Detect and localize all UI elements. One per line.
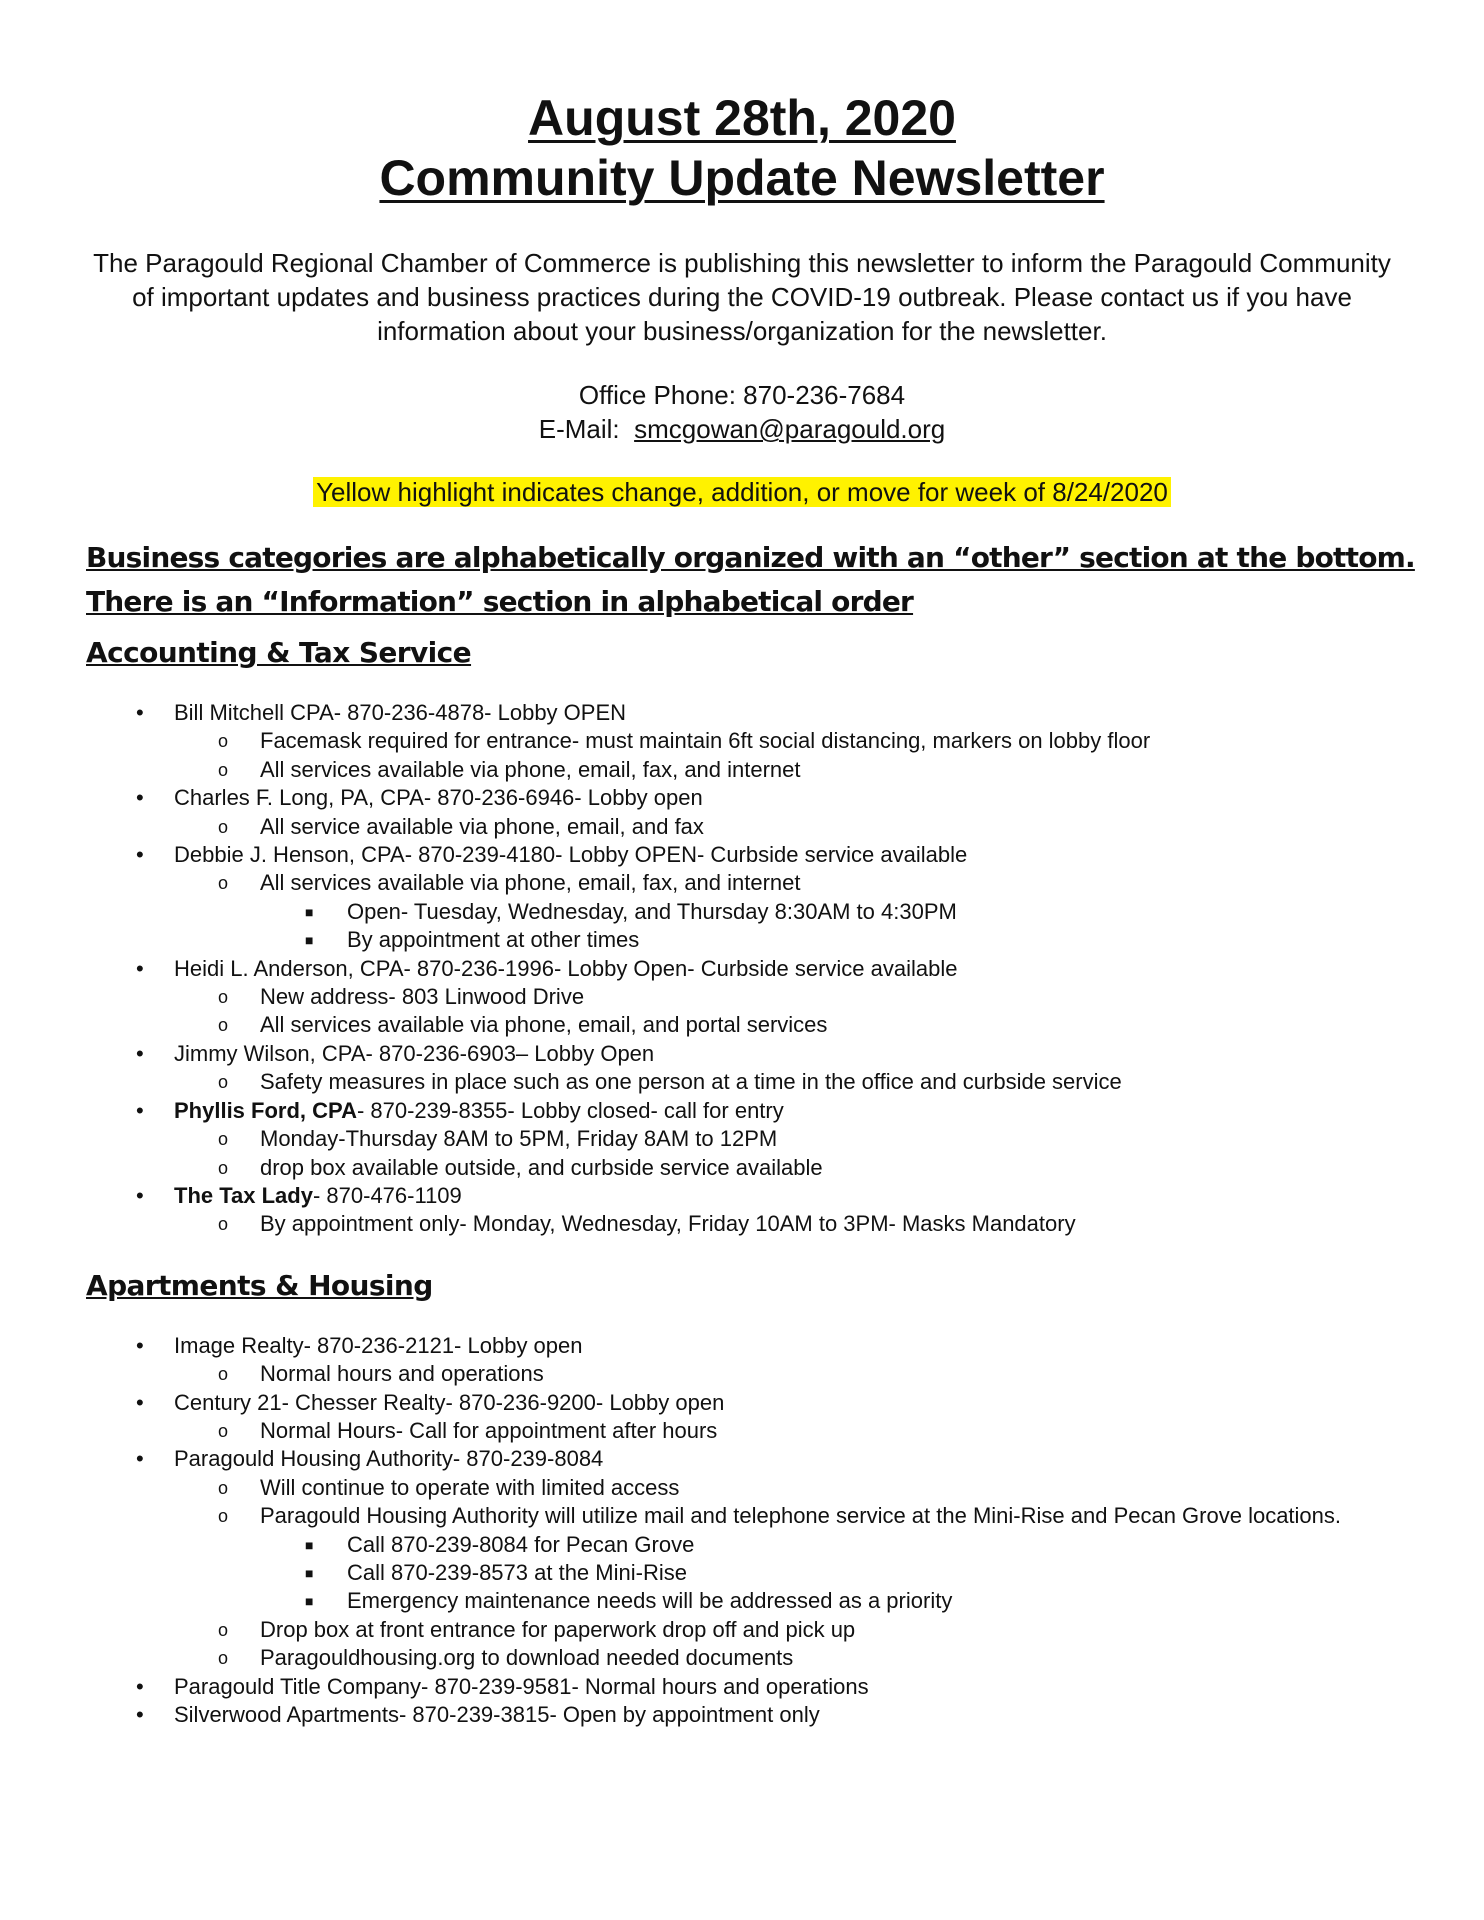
sub-list <box>174 1210 1484 1238</box>
list-item <box>0 1182 1484 1239</box>
circle-bullet-icon: o <box>218 1015 229 1036</box>
circle-bullet-icon: o <box>218 1506 229 1527</box>
list-item <box>0 1097 1484 1182</box>
list-item-text: Silverwood Apartments- 870-239-3815- Open by appointment only <box>174 1702 820 1727</box>
sub-list-item-text: New address- 803 Linwood Drive <box>260 984 585 1010</box>
sub-list-item <box>0 1616 1484 1644</box>
sub-list <box>174 869 1484 954</box>
bullet-icon: • <box>136 1182 144 1208</box>
bullet-icon: • <box>136 1446 144 1472</box>
list-item <box>0 1389 1484 1446</box>
business-name: The Tax Lady <box>174 1182 313 1208</box>
sub-list-item-text: All services available via phone, email, and portal services <box>260 1012 828 1038</box>
sub-sub-list-item-text: Call 870-239-8084 for Pecan Grove <box>347 1531 695 1557</box>
sub-list <box>174 1125 1484 1182</box>
sub-list-item <box>0 813 1484 841</box>
list-item-text: Bill Mitchell CPA- 870-236-4878- Lobby OPEN <box>174 700 627 725</box>
sub-list <box>174 1417 1484 1445</box>
sub-list-item-text: drop box available outside, and curbside service available <box>260 1154 823 1180</box>
sub-list-item-text: Safety measures in place such as one person at a time in the office and curbside service <box>260 1069 1122 1095</box>
sub-list-item-text: Normal hours and operations <box>260 1361 544 1387</box>
page-title <box>0 0 1484 208</box>
sub-list-item-text: Monday-Thursday 8AM to 5PM, Friday 8AM to 12PM <box>260 1126 778 1152</box>
sub-list-item-text: By appointment only- Monday, Wednesday, Friday 10AM to 3PM- Masks Mandatory <box>260 1211 1076 1237</box>
sub-list-item <box>0 1125 1484 1153</box>
square-bullet-icon: ■ <box>305 1564 314 1581</box>
list-item <box>0 955 1484 1040</box>
sub-list-item-text: Paragould Housing Authority will utilize mail and telephone service at the Mini-Rise and Pecan Grove locations. <box>260 1503 1342 1529</box>
sub-sub-list-item-text: Call 870-239-8573 at the Mini-Rise <box>347 1559 687 1585</box>
sub-sub-list <box>260 898 1484 955</box>
list-item <box>0 1040 1484 1097</box>
sub-sub-list-item <box>0 898 1484 926</box>
list-item-text: Paragould Title Company- 870-239-9581- Normal hours and operations <box>174 1673 869 1699</box>
circle-bullet-icon: o <box>218 1129 229 1150</box>
square-bullet-icon: ■ <box>305 903 314 920</box>
circle-bullet-icon: o <box>218 731 229 752</box>
sub-list-item <box>0 1210 1484 1238</box>
sub-list-item <box>0 1011 1484 1039</box>
sub-list <box>174 813 1484 841</box>
section-list <box>0 699 1484 1239</box>
business-name: Phyllis Ford, CPA <box>174 1097 357 1123</box>
circle-bullet-icon: o <box>218 1072 229 1093</box>
sub-sub-list-item-text: By appointment at other times <box>347 927 640 953</box>
sub-sub-list-item <box>0 1531 1484 1559</box>
newsletter-title: Community Update Newsletter <box>379 150 1105 206</box>
square-bullet-icon: ■ <box>305 1593 314 1610</box>
sub-list-item-text: All services available via phone, email, fax, and internet <box>260 870 801 896</box>
sub-list <box>174 727 1484 784</box>
sub-list <box>174 1360 1484 1388</box>
list-item <box>0 1701 1484 1729</box>
sub-list-item-text: Paragouldhousing.org to download needed documents <box>260 1645 794 1671</box>
list-item-text: Paragould Housing Authority- 870-239-8084 <box>174 1446 604 1472</box>
list-item-text: Image Realty- 870-236-2121- Lobby open <box>174 1332 583 1358</box>
circle-bullet-icon: o <box>218 1157 229 1178</box>
sub-list-item <box>0 1154 1484 1182</box>
circle-bullet-icon: o <box>218 759 229 780</box>
list-item-text: Jimmy Wilson, CPA- 870-236-6903– Lobby Open <box>174 1040 655 1066</box>
sub-list-item <box>0 869 1484 954</box>
square-bullet-icon: ■ <box>305 1536 314 1553</box>
sub-list-item-text: Drop box at front entrance for paperwork drop off and pick up <box>260 1616 856 1642</box>
bullet-icon: • <box>136 700 144 725</box>
bullet-icon: • <box>136 1097 144 1123</box>
list-item-text: Century 21- Chesser Realty- 870-236-9200- Lobby open <box>174 1389 725 1415</box>
business-details: - 870-476-1109 <box>312 1182 462 1208</box>
note-line: There is an “Information” section in alphabetical order <box>86 585 914 618</box>
list-item <box>0 1332 1484 1389</box>
circle-bullet-icon: o <box>218 1364 229 1385</box>
circle-bullet-icon: o <box>218 1214 229 1235</box>
sub-list-item <box>0 727 1484 755</box>
circle-bullet-icon: o <box>218 1477 229 1498</box>
bullet-icon: • <box>136 955 144 981</box>
bullet-icon: • <box>136 1673 144 1699</box>
circle-bullet-icon: o <box>218 873 229 894</box>
circle-bullet-icon: o <box>218 987 229 1008</box>
list-item <box>0 841 1484 955</box>
intro-paragraph: The Paragould Regional Chamber of Commerce is publishing this newsletter to inform the Paragould Community of important updates and business practices during the COVID-19 outbreak. Please contact us if you have information about your business/organization for the newsletter. <box>93 248 1391 346</box>
highlight-note-wrap <box>0 476 1484 508</box>
sub-sub-list-item <box>0 1587 1484 1615</box>
circle-bullet-icon: o <box>218 1619 229 1640</box>
bullet-icon: • <box>136 842 144 868</box>
email-line <box>0 412 1484 446</box>
note-line: Business categories are alphabetically organized with an “other” section at the bottom. <box>86 541 1415 574</box>
sub-list-item-text: Will continue to operate with limited access <box>260 1474 680 1500</box>
office-phone: Office Phone: 870-236-7684 <box>578 380 906 410</box>
sub-list-item-text: Normal Hours- Call for appointment after hours <box>260 1417 718 1443</box>
section-title: Apartments & Housing <box>86 1268 433 1302</box>
sub-list <box>174 1068 1484 1096</box>
list-item <box>0 1445 1484 1672</box>
sub-list-item <box>0 983 1484 1011</box>
sub-list <box>174 983 1484 1040</box>
email-label: E-Mail: <box>538 414 620 444</box>
bullet-icon: • <box>136 1332 144 1358</box>
sub-list-item <box>0 1644 1484 1672</box>
circle-bullet-icon: o <box>218 816 229 837</box>
sub-sub-list-item-text: Open- Tuesday, Wednesday, and Thursday 8:30AM to 4:30PM <box>347 898 957 924</box>
business-details: - 870-239-8355- Lobby closed- call for entry <box>356 1097 784 1123</box>
sub-list-item-text: Facemask required for entrance- must maintain 6ft social distancing, markers on lobby floor <box>260 728 1151 754</box>
sub-list-item <box>0 1474 1484 1502</box>
email-link[interactable]: smcgowan@paragould.org <box>634 414 946 444</box>
sub-list-item <box>0 1502 1484 1616</box>
sub-list-item-text: All service available via phone, email, and fax <box>260 813 704 839</box>
list-item-text: Debbie J. Henson, CPA- 870-239-4180- Lobby OPEN- Curbside service available <box>174 842 968 868</box>
section-list <box>0 1332 1484 1730</box>
highlight-note: Yellow highlight indicates change, addition, or move for week of 8/24/2020 <box>313 477 1171 507</box>
sub-sub-list <box>260 1531 1484 1616</box>
sub-list-item <box>0 1360 1484 1388</box>
list-item-text: Charles F. Long, PA, CPA- 870-236-6946- Lobby open <box>174 785 703 811</box>
contact-block <box>0 378 1484 446</box>
sub-list <box>174 1474 1484 1673</box>
square-bullet-icon: ■ <box>305 932 314 949</box>
organization-notes <box>86 536 1484 624</box>
newsletter-date: August 28th, 2020 <box>528 90 956 146</box>
sub-list-item <box>0 1417 1484 1445</box>
list-item-text <box>174 1183 462 1208</box>
list-item <box>0 699 1484 784</box>
bullet-icon: • <box>136 1702 144 1727</box>
list-item-text <box>174 1098 784 1123</box>
bullet-icon: • <box>136 1040 144 1066</box>
sub-list-item-text: All services available via phone, email, fax, and internet <box>260 756 801 782</box>
bullet-icon: • <box>136 1389 144 1415</box>
sub-list-item <box>0 756 1484 784</box>
bullet-icon: • <box>136 785 144 811</box>
circle-bullet-icon: o <box>218 1420 229 1441</box>
sub-sub-list-item-text: Emergency maintenance needs will be addressed as a priority <box>347 1588 953 1614</box>
sub-sub-list-item <box>0 926 1484 954</box>
list-item <box>0 1673 1484 1701</box>
list-item-text: Heidi L. Anderson, CPA- 870-236-1996- Lobby Open- Curbside service available <box>174 955 958 981</box>
list-item <box>0 784 1484 841</box>
circle-bullet-icon: o <box>218 1648 229 1669</box>
sub-sub-list-item <box>0 1559 1484 1587</box>
section-title: Accounting & Tax Service <box>86 636 472 669</box>
sub-list-item <box>0 1068 1484 1096</box>
